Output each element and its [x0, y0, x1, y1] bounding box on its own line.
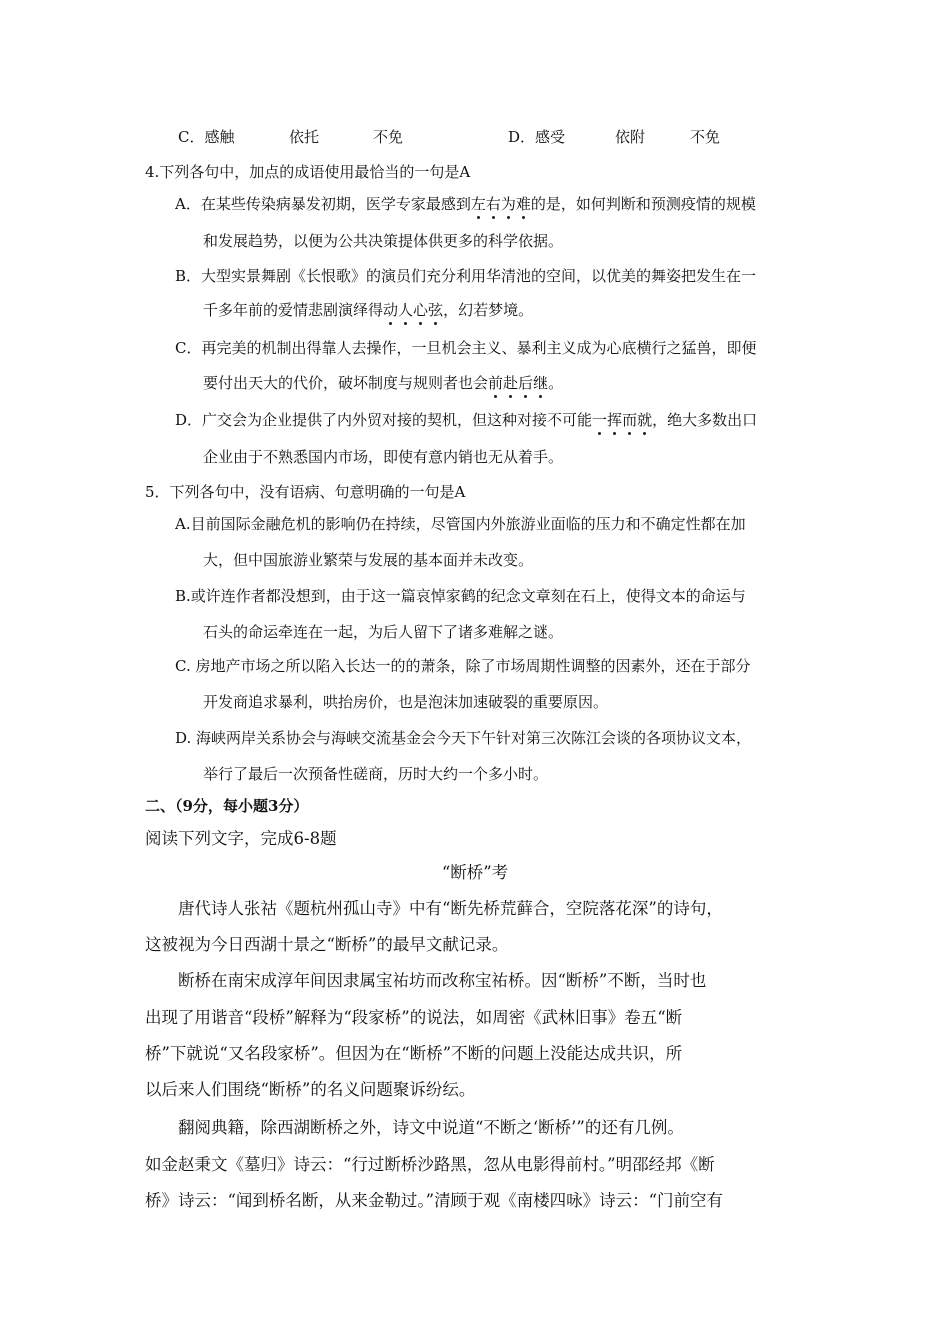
q4-option-b-line2	[203, 300, 533, 320]
article-p3-line2: 如金赵秉文《墓归》诗云：“行过断桥沙路黑，忽从电影得前村。”明邵经邦《断	[145, 1155, 715, 1174]
q3-option-c-word3: 不免	[373, 128, 404, 146]
q5-option-c-line2: 开发商追求暴利，哄抬房价，也是泡沫加速破裂的重要原因。	[203, 693, 609, 711]
emphasis-char: 左	[470, 195, 486, 213]
q5-stem: 5．下列各句中，没有语病、句意明确的一句是A	[145, 483, 466, 501]
emphasis-char: 就	[637, 411, 653, 429]
section2-heading: 二、（9分，每小题3分）	[145, 797, 309, 815]
q4-d-idiom	[592, 411, 652, 429]
section2-instruction: 阅读下列文字，完成6-8题	[145, 829, 337, 848]
emphasis-char: 为	[500, 195, 516, 213]
q4-a-after: 的是，如何判断和预测疫情的规模	[530, 195, 756, 213]
emphasis-char: 挥	[607, 411, 623, 429]
q4-option-b-line1: B．大型实景舞剧《长恨歌》的演员们充分利用华清池的空间，以优美的舞姿把发生在一	[175, 267, 757, 285]
q3-option-c-label: C．感触	[178, 128, 235, 146]
article-p2-line3: 桥”下就说“又名段家桥”。但因为在“断桥”不断的问题上没能达成共识，所	[145, 1044, 683, 1063]
q5-option-a-line2: 大，但中国旅游业繁荣与发展的基本面并未改变。	[203, 551, 534, 569]
q4-option-a-line2: 和发展趋势，以便为公共决策提体供更多的科学依据。	[203, 232, 564, 250]
q4-b-before: 千多年前的爱情悲剧演绎得	[203, 301, 384, 319]
q3-option-d-word2: 依附	[615, 128, 646, 146]
emphasis-char: 人	[398, 301, 414, 319]
article-p2-line1: 断桥在南宋成淳年间因隶属宝祐坊而改称宝祐桥。因“断桥”不断，当时也	[178, 971, 707, 990]
q3-options-row	[0, 127, 950, 147]
emphasis-char: 前	[488, 374, 504, 392]
article-p3-line1: 翻阅典籍，除西湖断桥之外，诗文中说道“不断之‘断桥’”的还有几例。	[178, 1118, 684, 1137]
emphasis-char: 心	[413, 301, 429, 319]
q4-option-c-line1: C．再完美的机制出得靠人去操作，一旦机会主义、暴利主义成为心底横行之猛兽，即便	[175, 339, 757, 357]
article-p2-line4: 以后来人们围绕“断桥”的名义问题聚诉纷纭。	[145, 1080, 476, 1099]
q5-option-b-line2: 石头的命运牵连在一起，为后人留下了诸多难解之谜。	[203, 623, 564, 641]
q5-option-b-line1: B.或许连作者都没想到，由于这一篇哀悼家鹤的纪念文章刻在石上，使得文本的命运与	[175, 587, 746, 605]
q4-d-before: D．广交会为企业提供了内外贸对接的契机，但这种对接不可能	[175, 411, 593, 429]
emphasis-char: 动	[383, 301, 399, 319]
q4-c-idiom	[488, 374, 548, 392]
q4-d-after: ，绝大多数出口	[652, 411, 758, 429]
q3-option-c-word2: 依托	[289, 128, 320, 146]
q4-option-c-line2	[203, 373, 563, 393]
q4-option-a-line1	[175, 194, 756, 214]
article-p1-line2: 这被视为今日西湖十景之“断桥”的最早文献记录。	[145, 935, 509, 954]
q3-option-d-label: D．感受	[508, 128, 566, 146]
q3-option-d-word3: 不免	[690, 128, 721, 146]
article-title: “断桥”考	[441, 863, 509, 882]
q4-stem: 4.下列各句中，加点的成语使用最恰当的一句是A	[145, 163, 471, 181]
q5-option-d-line1: D. 海峡两岸关系协会与海峡交流基金会今天下午针对第三次陈江会谈的各项协议文本，	[175, 729, 752, 747]
emphasis-char: 继	[533, 374, 549, 392]
q4-option-d-line1	[175, 410, 757, 430]
q5-option-a-line1: A.目前国际金融危机的影响仍在持续，尽管国内外旅游业面临的压力和不确定性都在加	[175, 515, 746, 533]
emphasis-char: 而	[622, 411, 638, 429]
q4-b-idiom	[383, 301, 443, 319]
q4-a-before: A．在某些传染病暴发初期，医学专家最感到	[175, 195, 471, 213]
q4-c-after: 。	[548, 374, 564, 392]
article-p1-line1: 唐代诗人张祜《题杭州孤山寺》中有“断先桥荒藓合，空院落花深”的诗句，	[178, 899, 723, 918]
article-p3-line3: 桥》诗云：“闻到桥名断，从来金勒过。”清顾于观《南楼四咏》诗云：“门前空有	[145, 1191, 724, 1210]
q5-option-c-line1: C. 房地产市场之所以陷入长达一的的萧条，除了市场周期性调整的因素外，还在于部分	[175, 657, 751, 675]
q4-c-before: 要付出天大的代价，破坏制度与规则者也会	[203, 374, 489, 392]
emphasis-char: 弦	[428, 301, 444, 319]
emphasis-char: 后	[518, 374, 534, 392]
article-p2-line2: 出现了用谐音“段桥”解释为“段家桥”的说法，如周密《武林旧事》卷五“断	[145, 1008, 683, 1027]
q5-option-d-line2: 举行了最后一次预备性磋商，历时大约一个多小时。	[203, 765, 549, 783]
emphasis-char: 赴	[503, 374, 519, 392]
emphasis-char: 难	[515, 195, 531, 213]
q4-option-d-line2: 企业由于不熟悉国内市场，即使有意内销也无从着手。	[203, 448, 564, 466]
emphasis-char: 右	[485, 195, 501, 213]
q4-a-idiom	[471, 195, 531, 213]
q4-b-after: ，幻若梦境。	[443, 301, 534, 319]
emphasis-char: 一	[592, 411, 608, 429]
